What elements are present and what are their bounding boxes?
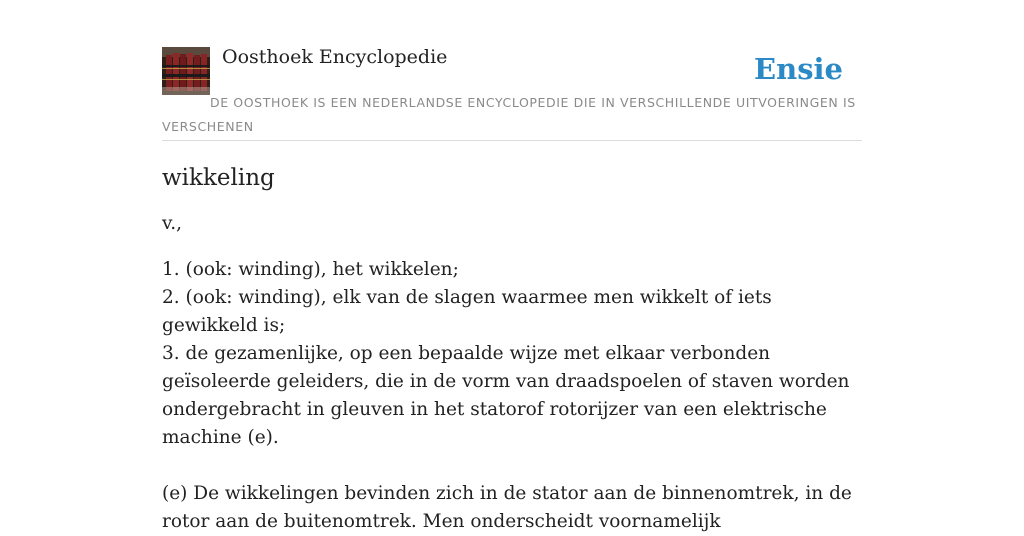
entry-note: (e) De wikkelingen bevinden zich in de stator aan de binnenomtrek, in de rotor aan de buitenomtrek. Men onderscheidt voornamelijk <box>162 483 852 532</box>
definition-list <box>162 256 862 452</box>
entry-content <box>162 160 862 536</box>
page <box>162 0 862 532</box>
site-name[interactable]: Oosthoek Encyclopedie <box>222 46 448 68</box>
site-tagline: DE OOSTHOEK IS EEN NEDERLANDSE ENCYCLOPEDIE DIE IN VERSCHILLENDE UITVOERINGEN IS VERSCHENEN <box>162 95 856 134</box>
definition-item: 2. (ook: winding), elk van de slagen waarmee men wikkelt of iets gewikkeld is; <box>162 287 772 336</box>
part-of-speech: v., <box>162 213 183 234</box>
site-avatar[interactable] <box>162 47 210 95</box>
entry-headword: wikkeling <box>162 165 275 191</box>
encyclopedia-books-icon <box>162 47 210 95</box>
definition-item: 1. (ook: winding), het wikkelen; <box>162 259 459 280</box>
definition-item: 3. de gezamenlijke, op een bepaalde wijze met elkaar verbonden geïsoleerde geleiders, die in de vorm van draadspoelen of staven worden ondergebracht in gleuven in het statorof rotorijzer van een elektrische machine (e). <box>162 343 850 448</box>
site-header <box>162 0 862 141</box>
brand-logo[interactable]: Ensie <box>754 52 843 86</box>
